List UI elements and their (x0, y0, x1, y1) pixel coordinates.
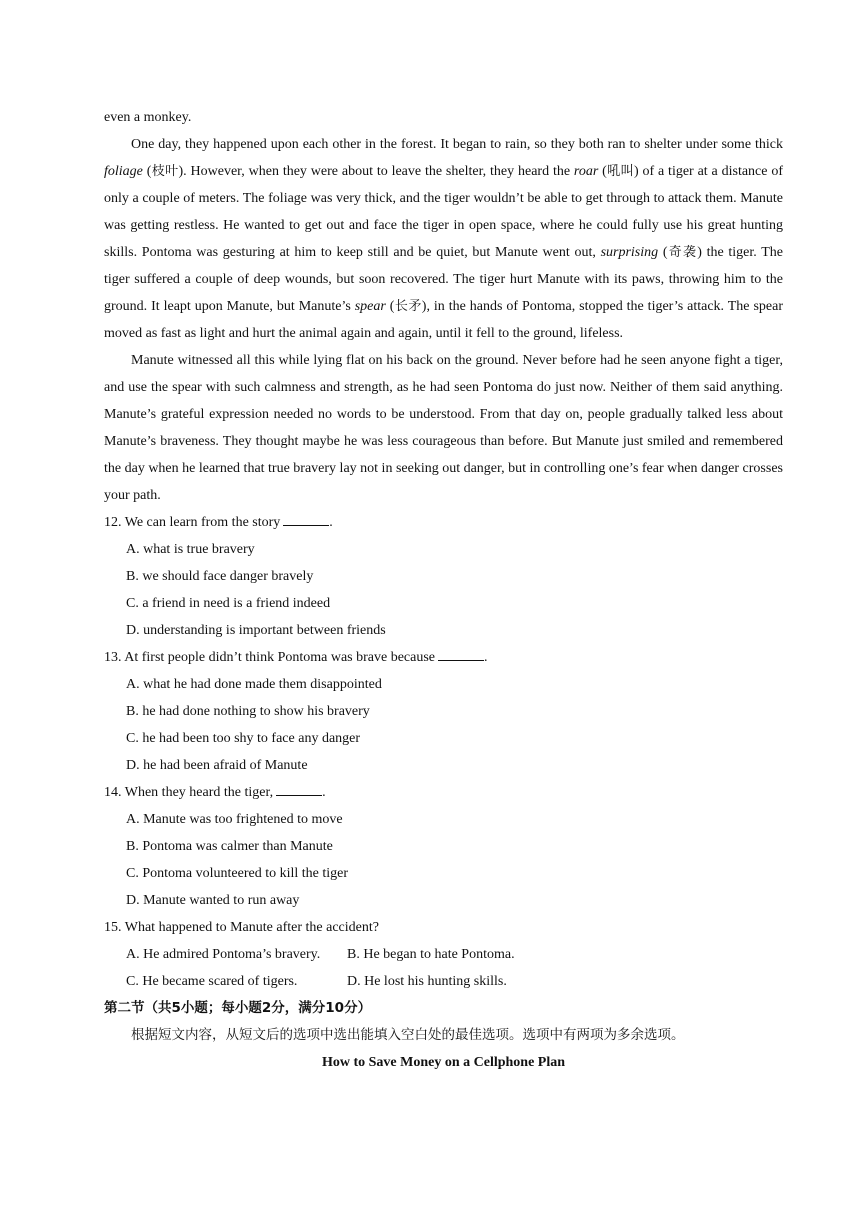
section-2-instruction: 根据短文内容，从短文后的选项中选出能填入空白处的最佳选项。选项中有两项为多余选项。 (131, 1027, 685, 1043)
question-text: 14. When they heard the tiger, (104, 785, 274, 800)
question-15-option-a: A. He admired Pontoma’s bravery. (126, 947, 321, 962)
gloss-foliage: 枝叶 (151, 164, 179, 179)
vocab-roar: roar (573, 164, 599, 179)
text-run: ( (658, 245, 668, 260)
text-run: ) of a tiger at a distance of only a couple of meters. The foliage was very thick, and the tiger wouldn’t be able to get through to attack them. Manute was getting restless. He wanted to get out and face the tiger in open space, where he could fully use his great hunting skills. Pontoma was gesturing at him to keep still and be quiet, but Manute went out, (104, 164, 783, 260)
answer-blank (276, 780, 322, 796)
question-14-option-c: C. Pontoma volunteered to kill the tiger (126, 866, 349, 881)
question-15-option-c: C. He became scared of tigers. (126, 974, 298, 989)
question-14-option-a: A. Manute was too frightened to move (126, 812, 343, 827)
vocab-surprising: surprising (600, 245, 659, 260)
question-15-stem: 15. What happened to Manute after the accident? (104, 920, 379, 935)
text-run: ( (385, 299, 395, 314)
question-12-option-c: C. a friend in need is a friend indeed (126, 596, 331, 611)
question-12-option-d: D. understanding is important between friends (126, 623, 386, 638)
question-13-option-b: B. he had done nothing to show his bravery (126, 704, 370, 719)
question-13-option-d: D. he had been afraid of Manute (126, 758, 308, 773)
text-run: Manute witnessed all this while lying flat on his back on the ground. Never before had he seen anyone fight a tiger, and use the spear with such calmness and strength, as he had seen Pontoma do just now. Neither of them said anything. Manute’s grateful expression needed no words to be understood. From that day on, people gradually talked less about Manute’s braveness. They thought maybe he was less courageous than before. But Manute just smiled and remembered the day when he learned that true bravery lay not in seeking out danger, but in controlling one’s fear when danger crosses your path. (104, 353, 783, 503)
text-run: ( (598, 164, 607, 179)
question-14-stem (104, 779, 783, 806)
period: . (484, 650, 488, 665)
question-13-option-a: A. what he had done made them disappointed (126, 677, 382, 692)
answer-blank (283, 510, 329, 526)
vocab-foliage: foliage (104, 164, 143, 179)
exam-page (104, 104, 783, 1076)
gloss-surprising: 奇袭 (667, 245, 698, 260)
period: . (322, 785, 326, 800)
passage-paragraph-2 (104, 347, 783, 509)
answer-blank (438, 645, 484, 661)
vocab-spear: spear (354, 299, 386, 314)
question-14-option-d: D. Manute wanted to run away (126, 893, 300, 908)
text-run: ). However, when they were about to leave the shelter, they heard the (178, 164, 574, 179)
question-13-option-c: C. he had been too shy to face any danger (126, 731, 361, 746)
text-run: ), in the hands of Pontoma, stopped the tiger’s attack. The spear moved as fast as light and hurt the animal again and again, until it fell to the ground, lifeless. (104, 299, 783, 341)
question-12-option-b: B. we should face danger bravely (126, 569, 314, 584)
question-12-stem (104, 509, 783, 536)
text-run: ( (142, 164, 152, 179)
question-text: 12. We can learn from the story (104, 515, 281, 530)
question-15-options-cd (104, 968, 783, 995)
period: . (329, 515, 333, 530)
gloss-spear: 长矛 (394, 299, 422, 314)
passage-title: How to Save Money on a Cellphone Plan (321, 1055, 566, 1070)
question-15-options-ab (104, 941, 783, 968)
passage-paragraph-1 (104, 131, 783, 347)
gloss-roar: 吼叫 (606, 164, 634, 179)
text-run: One day, they happened upon each other in the forest. It began to rain, so they both ran to shelter under some thick (131, 137, 783, 152)
question-13-stem (104, 644, 783, 671)
question-12-option-a: A. what is true bravery (126, 542, 255, 557)
question-14-option-b: B. Pontoma was calmer than Manute (126, 839, 333, 854)
text-run: ) the tiger. The tiger suffered a couple of deep wounds, but soon recovered. The tiger hurt Manute with its paws, throwing him to the ground. It leapt upon Manute, but Manute’s (104, 245, 783, 314)
section-2-heading: 第二节（共5小题；每小题2分，满分10分） (104, 1000, 372, 1016)
passage-fragment: even a monkey. (104, 110, 192, 125)
question-text: 13. At first people didn’t think Pontoma was brave because (104, 650, 436, 665)
question-15-option-d: D. He lost his hunting skills. (347, 974, 507, 989)
question-15-option-b: B. He began to hate Pontoma. (347, 947, 515, 962)
